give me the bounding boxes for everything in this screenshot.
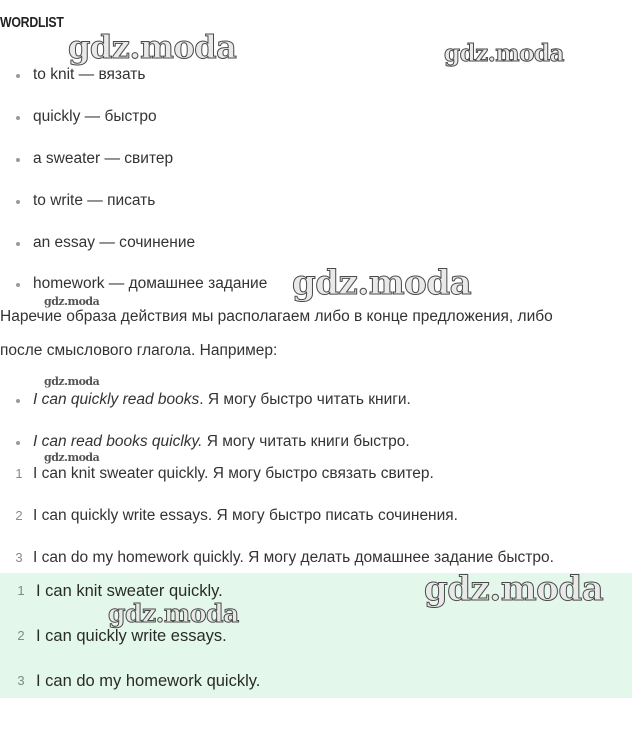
bullet-dot-icon	[16, 74, 20, 78]
wordlist-item	[33, 233, 195, 253]
bullet-dot-icon	[16, 242, 20, 246]
rule-text-line: после смыслового глагола. Например:	[0, 342, 278, 359]
list-number: 2	[15, 508, 23, 523]
wordlist-item	[33, 149, 173, 169]
example-russian: . Я могу быстро читать книги.	[199, 391, 411, 408]
numbered-item-text: I can knit sweater quickly. Я могу быстро связать свитер.	[33, 465, 434, 482]
bullet-dot-icon	[16, 200, 20, 204]
wordlist-item	[33, 191, 155, 211]
watermark-logo: gdz.moda	[68, 28, 237, 66]
answer-text: I can quickly write essays.	[36, 627, 227, 645]
wordlist-heading: WORDLIST	[0, 14, 64, 31]
wordlist-item-label: an essay — сочинение	[33, 234, 196, 251]
answer-number: 3	[17, 673, 25, 688]
watermark-logo-small: gdz.moda	[44, 375, 100, 388]
watermark-logo-small: gdz.moda	[44, 295, 100, 308]
example-russian: Я могу читать книги быстро.	[202, 433, 410, 450]
wordlist-item	[33, 274, 267, 294]
wordlist-item-label: to knit — вязать	[33, 66, 146, 83]
example-english: I can read books quiclky.	[33, 433, 203, 450]
answer-text: I can knit sweater quickly.	[36, 582, 223, 600]
example-item	[33, 390, 411, 410]
bullet-dot-icon	[16, 441, 20, 445]
answer-text: I can do my homework quickly.	[36, 672, 261, 690]
wordlist-item-label: to write — писать	[33, 192, 156, 209]
numbered-item-text: I can do my homework quickly. Я могу делать домашнее задание быстро.	[33, 549, 554, 566]
wordlist-item-label: homework — домашнее задание	[33, 275, 268, 292]
watermark-logo: gdz.moda	[108, 599, 239, 628]
bullet-dot-icon	[16, 158, 20, 162]
wordlist-item	[33, 107, 157, 127]
bullet-dot-icon	[16, 116, 20, 120]
list-number: 1	[15, 466, 23, 481]
watermark-logo-small: gdz.moda	[44, 451, 100, 464]
watermark-logo: gdz.moda	[292, 263, 472, 303]
list-number: 3	[15, 550, 23, 565]
bullet-dot-icon	[16, 283, 20, 287]
numbered-item-text: I can quickly write essays. Я могу быстро писать сочинения.	[33, 507, 458, 524]
wordlist-item-label: quickly — быстро	[33, 108, 157, 125]
watermark-logo: gdz.moda	[444, 40, 564, 67]
rule-text-line: Наречие образа действия мы располагаем либо в конце предложения, либо	[0, 308, 553, 325]
watermark-logo: gdz.moda	[424, 569, 604, 609]
answer-number: 2	[17, 628, 25, 643]
bullet-dot-icon	[16, 399, 20, 403]
example-item	[33, 432, 410, 452]
example-english: I can quickly read books	[33, 391, 200, 408]
wordlist-item	[33, 65, 145, 85]
wordlist-item-label: a sweater — свитер	[33, 150, 174, 167]
answer-number: 1	[17, 583, 25, 598]
